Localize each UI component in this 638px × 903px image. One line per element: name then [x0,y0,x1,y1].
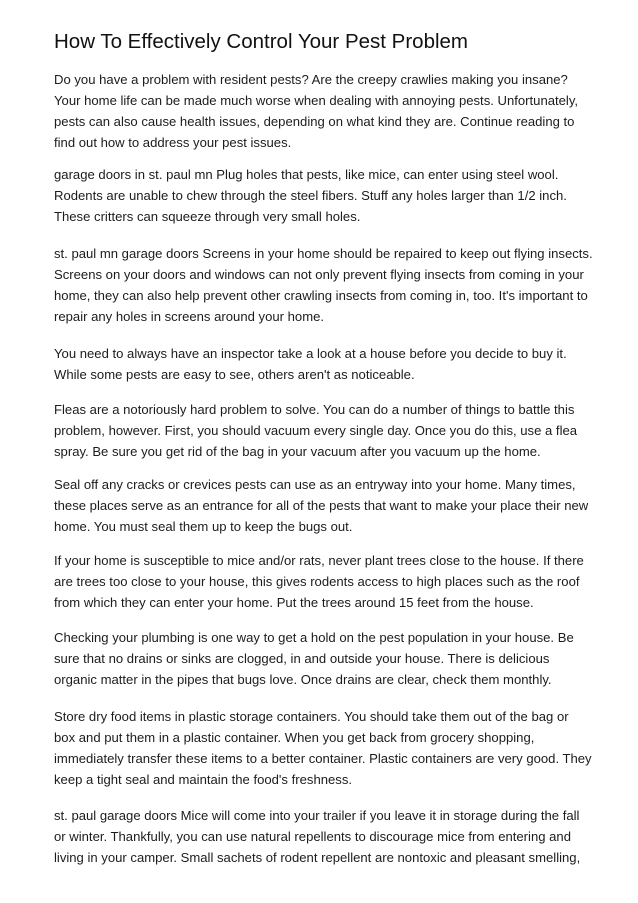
paragraph-line: organic matter in the pipes that bugs love. Once drains are clear, check them monthly. [54,672,552,687]
paragraph-line: You need to always have an inspector take a look at a house before you decide to buy it. [54,346,567,361]
paragraph-line: Seal off any cracks or crevices pests can use as an entryway into your home. Many times, [54,477,576,492]
paragraph-line: find out how to address your pest issues. [54,135,292,150]
paragraph-food-storage [54,706,594,790]
paragraph-line: immediately transfer these items to a better container. Plastic containers are very good. They [54,751,592,766]
paragraph-line: st. paul mn garage doors Screens in your home should be repaired to keep out flying insects. [54,246,593,261]
paragraph-line: st. paul garage doors Mice will come into your trailer if you leave it in storage during the fall [54,808,580,823]
paragraph-line: While some pests are easy to see, others aren't as noticeable. [54,367,415,382]
paragraph-inspector [54,343,594,385]
paragraph-line: Rodents are unable to chew through the steel fibers. Stuff any holes larger than 1/2 inch. [54,188,567,203]
paragraph-line: Store dry food items in plastic storage containers. You should take them out of the bag or [54,709,569,724]
paragraph-intro [54,69,594,153]
paragraph-line: sure that no drains or sinks are clogged, in and outside your house. There is delicious [54,651,550,666]
paragraph-plumbing [54,627,594,690]
paragraph-line: keep a tight seal and maintain the food's freshness. [54,772,353,787]
paragraph-trees [54,550,594,613]
paragraph-line: pests can also cause health issues, depending on what kind they are. Continue reading to [54,114,575,129]
paragraph-screens [54,243,594,327]
paragraph-line: If your home is susceptible to mice and/or rats, never plant trees close to the house. If there [54,553,584,568]
paragraph-line: Screens on your doors and windows can not only prevent flying insects from coming in your [54,267,584,282]
paragraph-line: home. You must seal them up to keep the bugs out. [54,519,353,534]
paragraph-line: problem, however. First, you should vacuum every single day. Once you do this, use a flea [54,423,578,438]
paragraph-line: spray. Be sure you get rid of the bag in your vacuum after you vacuum up the home. [54,444,541,459]
paragraph-line: these places serve as an entrance for all of the pests that want to make your place their new [54,498,589,513]
paragraph-line: from which they can enter your home. Put the trees around 15 feet from the house. [54,595,534,610]
paragraph-line: Do you have a problem with resident pests? Are the creepy crawlies making you insane? [54,72,568,87]
paragraph-trailer-mice [54,805,594,868]
paragraph-line: living in your camper. Small sachets of rodent repellent are nontoxic and pleasant smelling, [54,850,581,865]
paragraph-line: garage doors in st. paul mn Plug holes that pests, like mice, can enter using steel wool. [54,167,559,182]
paragraph-line: box and put them in a plastic container. When you get back from grocery shopping, [54,730,535,745]
paragraph-line: home, they can also help prevent other crawling insects from coming in, too. It's important to [54,288,588,303]
paragraph-line: Your home life can be made much worse when dealing with annoying pests. Unfortunately, [54,93,579,108]
paragraph-line: Fleas are a notoriously hard problem to solve. You can do a number of things to battle this [54,402,575,417]
paragraph-fleas [54,399,594,462]
paragraph-line: Checking your plumbing is one way to get a hold on the pest population in your house. Be [54,630,574,645]
paragraph-seal-cracks [54,474,594,537]
paragraph-line: These critters can squeeze through very small holes. [54,209,361,224]
paragraph-line: repair any holes in screens around your home. [54,309,325,324]
page-title: How To Effectively Control Your Pest Problem [54,30,469,53]
paragraph-line: are trees too close to your house, this gives rodents access to high places such as the roof [54,574,580,589]
paragraph-line: or winter. Thankfully, you can use natural repellents to discourage mice from entering and [54,829,571,844]
paragraph-plug-holes [54,164,594,227]
